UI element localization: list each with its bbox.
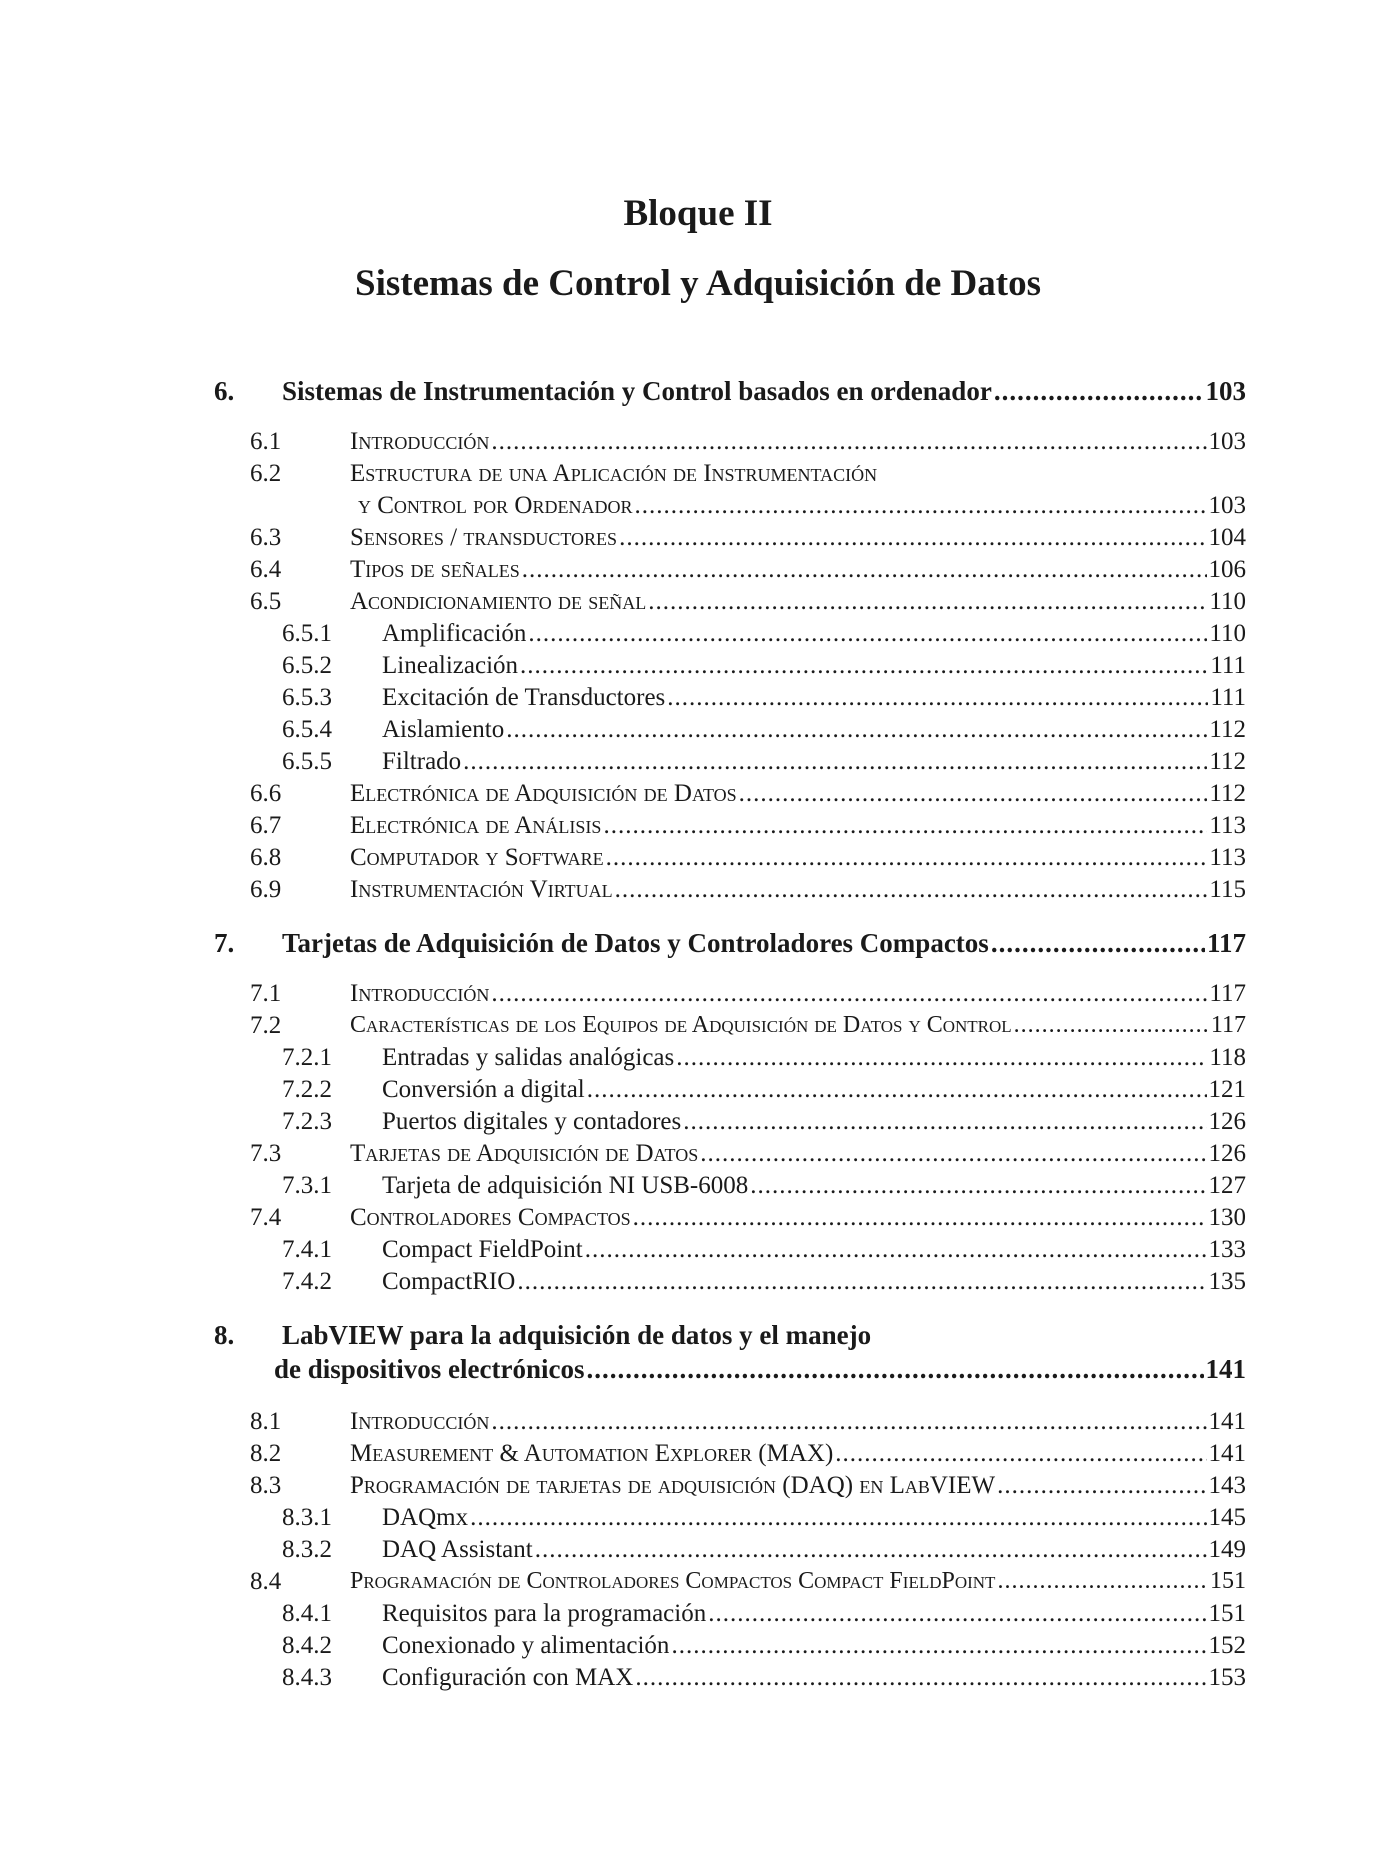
toc-label: Tipos de señales — [350, 556, 520, 583]
leader-dots — [587, 1354, 1204, 1385]
leader-dots — [470, 1504, 1206, 1532]
toc-page: 112 — [1209, 780, 1246, 807]
toc-page: 117 — [1210, 1012, 1246, 1038]
toc-entry[interactable] — [250, 876, 1246, 904]
toc-subentry[interactable] — [282, 1044, 1246, 1072]
toc-label: Controladores Compactos — [350, 1204, 631, 1231]
toc-entry[interactable] — [250, 844, 1246, 872]
leader-dots — [700, 1140, 1206, 1168]
toc-subentry[interactable] — [282, 1268, 1246, 1296]
toc-page: 153 — [1208, 1664, 1246, 1691]
toc-number: 6.2 — [250, 460, 282, 487]
leader-dots — [522, 556, 1207, 584]
toc-number: 7.2.2 — [282, 1076, 332, 1103]
toc-subentry[interactable] — [282, 1632, 1246, 1660]
toc-chapter-6[interactable] — [214, 376, 1246, 407]
toc-number: 8.3 — [250, 1472, 282, 1499]
toc-subentry[interactable] — [282, 1236, 1246, 1264]
toc-label: Measurement & Automation Explorer (MAX) — [350, 1440, 834, 1467]
toc-number: 6.5.4 — [282, 716, 332, 743]
leader-dots — [994, 376, 1204, 407]
toc-entry[interactable] — [250, 556, 1246, 584]
block-subtitle: Sistemas de Control y Adquisición de Datos — [355, 263, 1041, 304]
leader-dots — [506, 716, 1207, 744]
toc-label: Introducción — [350, 428, 490, 455]
toc-page: 106 — [1208, 556, 1246, 583]
toc-label: Acondicionamiento de señal — [350, 588, 647, 615]
toc-entry[interactable] — [250, 1440, 1246, 1468]
leader-dots — [528, 620, 1207, 648]
leader-dots — [648, 588, 1207, 616]
toc-page: 118 — [1209, 1044, 1246, 1071]
toc-page: 113 — [1209, 844, 1246, 871]
toc-number: 6.3 — [250, 524, 282, 551]
toc-subentry[interactable] — [282, 1504, 1246, 1532]
leader-dots — [587, 1076, 1207, 1104]
toc-page: 141 — [1208, 1440, 1246, 1467]
leader-dots — [671, 1632, 1206, 1660]
toc-number: 7.1 — [250, 980, 282, 1007]
toc-subentry[interactable] — [282, 1536, 1246, 1564]
leader-dots — [1014, 1012, 1209, 1039]
toc-entry[interactable] — [250, 980, 1246, 1008]
leader-dots — [635, 492, 1207, 520]
toc-label: y Control por Ordenador — [358, 492, 633, 519]
toc-page: 103 — [1205, 376, 1246, 406]
toc-page: 130 — [1208, 1204, 1246, 1231]
toc-page: 151 — [1210, 1568, 1246, 1594]
toc-page: 112 — [1209, 748, 1246, 775]
toc-number: 8.4.3 — [282, 1664, 332, 1691]
leader-dots — [463, 748, 1207, 776]
toc-entry[interactable] — [250, 1140, 1246, 1168]
toc-page: 115 — [1209, 876, 1246, 903]
leader-dots — [517, 1268, 1206, 1296]
toc-label: Computador y Software — [350, 844, 604, 871]
toc-number: 6.5.3 — [282, 684, 332, 711]
toc-chapter-8-continuation[interactable] — [274, 1354, 1246, 1385]
toc-page: 141 — [1208, 1408, 1246, 1435]
leader-dots — [491, 1408, 1206, 1436]
toc-label: Tarjetas de Adquisición de Datos — [350, 1140, 699, 1167]
toc-number: 6.5.1 — [282, 620, 332, 647]
toc-label: DAQmx — [382, 1504, 469, 1531]
toc-label: Sensores / transductores — [350, 524, 618, 551]
leader-dots — [676, 1044, 1207, 1072]
toc-number: 8.2 — [250, 1440, 282, 1467]
toc-number: 7. — [214, 928, 235, 958]
toc-page: 117 — [1206, 928, 1246, 958]
toc-subentry[interactable] — [282, 1664, 1246, 1692]
toc-number: 6. — [214, 376, 235, 406]
toc-chapter-8[interactable] — [214, 1320, 872, 1351]
toc-page: 103 — [1208, 492, 1246, 519]
toc-number: 7.2.3 — [282, 1108, 332, 1135]
toc-label: Configuración con MAX — [382, 1664, 634, 1691]
toc-number: 7.3.1 — [282, 1172, 332, 1199]
toc-number: 6.4 — [250, 556, 282, 583]
toc-page: 145 — [1208, 1504, 1246, 1531]
toc-number: 8.1 — [250, 1408, 282, 1435]
toc-page: 113 — [1209, 812, 1246, 839]
toc-label: Conversión a digital — [382, 1076, 585, 1103]
toc-subentry[interactable] — [282, 1076, 1246, 1104]
toc-page: 127 — [1208, 1172, 1246, 1199]
toc-page: 104 — [1208, 524, 1246, 551]
leader-dots — [991, 928, 1205, 959]
leader-dots — [683, 1108, 1206, 1136]
toc-entry[interactable] — [250, 460, 878, 488]
toc-entry[interactable] — [250, 1568, 1246, 1595]
toc-entry[interactable] — [250, 780, 1246, 808]
toc-page: 135 — [1208, 1268, 1246, 1295]
toc-subentry[interactable] — [282, 716, 1246, 744]
toc-subentry[interactable] — [282, 1172, 1246, 1200]
toc-label: Requisitos para la programación — [382, 1600, 707, 1627]
toc-entry[interactable] — [250, 524, 1246, 552]
toc-number: 7.2.1 — [282, 1044, 332, 1071]
toc-number: 7.4 — [250, 1204, 282, 1231]
toc-label: Introducción — [350, 1408, 490, 1435]
toc-label: Introducción — [350, 980, 490, 1007]
toc-page: 111 — [1210, 684, 1246, 711]
toc-page: 112 — [1209, 716, 1246, 743]
leader-dots — [635, 1664, 1206, 1692]
leader-dots — [633, 1204, 1207, 1232]
toc-entry-continuation[interactable] — [358, 492, 1246, 520]
toc-number: 8.4 — [250, 1568, 282, 1595]
toc-subentry[interactable] — [282, 684, 1246, 712]
toc-number: 8. — [214, 1320, 235, 1350]
toc-label: Estructura de una Aplicación de Instrumentación — [350, 460, 878, 487]
leader-dots — [585, 1236, 1207, 1264]
toc-label: Tarjetas de Adquisición de Datos y Controladores Compactos — [282, 928, 989, 958]
toc-label: Programación de tarjetas de adquisición (DAQ) en LabVIEW — [350, 1472, 996, 1499]
toc-subentry[interactable] — [282, 1600, 1246, 1628]
toc-number: 8.4.1 — [282, 1600, 332, 1627]
toc-label: Instrumentación Virtual — [350, 876, 613, 903]
toc-label: Excitación de Transductores — [382, 684, 666, 711]
toc-label: de dispositivos electrónicos — [274, 1354, 585, 1384]
toc-page: 141 — [1205, 1354, 1246, 1384]
toc-number: 6.6 — [250, 780, 282, 807]
toc-number: 6.7 — [250, 812, 282, 839]
toc-number: 8.3.2 — [282, 1536, 332, 1563]
toc-label: DAQ Assistant — [382, 1536, 533, 1563]
toc-label: Electrónica de Análisis — [350, 812, 602, 839]
leader-dots — [603, 812, 1207, 840]
leader-dots — [606, 844, 1208, 872]
leader-dots — [491, 980, 1207, 1008]
toc-label: Características de los Equipos de Adquisición de Datos y Control — [350, 1012, 1012, 1038]
toc-number: 7.3 — [250, 1140, 282, 1167]
toc-number: 6.1 — [250, 428, 282, 455]
toc-page: 103 — [1208, 428, 1246, 455]
toc-page: 133 — [1208, 1236, 1246, 1263]
toc-label: Sistemas de Instrumentación y Control basados en ordenador — [282, 376, 992, 406]
toc-label: Conexionado y alimentación — [382, 1632, 670, 1659]
leader-dots — [535, 1536, 1207, 1564]
toc-label: CompactRIO — [382, 1268, 516, 1295]
toc-label: Puertos digitales y contadores — [382, 1108, 682, 1135]
toc-page: 126 — [1208, 1108, 1246, 1135]
toc-label: Electrónica de Adquisición de Datos — [350, 780, 737, 807]
toc-subentry[interactable] — [282, 652, 1246, 680]
toc-number: 8.3.1 — [282, 1504, 332, 1531]
leader-dots — [835, 1440, 1206, 1468]
toc-entry[interactable] — [250, 1408, 1246, 1436]
toc-page: 126 — [1208, 1140, 1246, 1167]
toc-label: Linealización — [382, 652, 519, 679]
toc-number: 7.4.1 — [282, 1236, 332, 1263]
toc-number: 6.5.2 — [282, 652, 332, 679]
toc-entry[interactable] — [250, 428, 1246, 456]
leader-dots — [997, 1472, 1206, 1500]
toc-page: 152 — [1208, 1632, 1246, 1659]
toc-number: 7.4.2 — [282, 1268, 332, 1295]
toc-subentry[interactable] — [282, 748, 1246, 776]
toc-page: 151 — [1208, 1600, 1246, 1627]
block-title: Bloque II — [623, 193, 773, 234]
leader-dots — [708, 1600, 1206, 1628]
toc-entry[interactable] — [250, 588, 1246, 616]
leader-dots — [619, 524, 1206, 552]
leader-dots — [667, 684, 1208, 712]
toc-label: Entradas y salidas analógicas — [382, 1044, 675, 1071]
toc-page: 117 — [1209, 980, 1246, 1007]
leader-dots — [615, 876, 1208, 904]
toc-page: 149 — [1208, 1536, 1246, 1563]
toc-page: 121 — [1208, 1076, 1246, 1103]
toc-chapter-7[interactable] — [214, 928, 1246, 959]
toc-number: 6.9 — [250, 876, 282, 903]
toc-page: 110 — [1209, 588, 1246, 615]
leader-dots — [491, 428, 1206, 456]
leader-dots — [997, 1568, 1208, 1595]
toc-entry[interactable] — [250, 1012, 1246, 1039]
toc-label: Tarjeta de adquisición NI USB-6008 — [382, 1172, 749, 1199]
toc-number: 6.8 — [250, 844, 282, 871]
toc-subentry[interactable] — [282, 620, 1246, 648]
toc-entry[interactable] — [250, 1204, 1246, 1232]
toc-number: 6.5 — [250, 588, 282, 615]
toc-number: 7.2 — [250, 1012, 282, 1039]
toc-label: Filtrado — [382, 748, 462, 775]
toc-page: 110 — [1209, 620, 1246, 647]
toc-entry[interactable] — [250, 812, 1246, 840]
toc-page: 111 — [1210, 652, 1246, 679]
toc-subentry[interactable] — [282, 1108, 1246, 1136]
toc-label: Aislamiento — [382, 716, 505, 743]
leader-dots — [739, 780, 1208, 808]
toc-number: 6.5.5 — [282, 748, 332, 775]
leader-dots — [520, 652, 1208, 680]
toc-label: Programación de Controladores Compactos Compact FieldPoint — [350, 1568, 996, 1594]
leader-dots — [750, 1172, 1206, 1200]
toc-label: Amplificación — [382, 620, 527, 647]
toc-label: LabVIEW para la adquisición de datos y el manejo — [282, 1320, 872, 1350]
toc-entry[interactable] — [250, 1472, 1246, 1500]
toc-number: 8.4.2 — [282, 1632, 332, 1659]
toc-label: Compact FieldPoint — [382, 1236, 583, 1263]
toc-page: 143 — [1208, 1472, 1246, 1499]
